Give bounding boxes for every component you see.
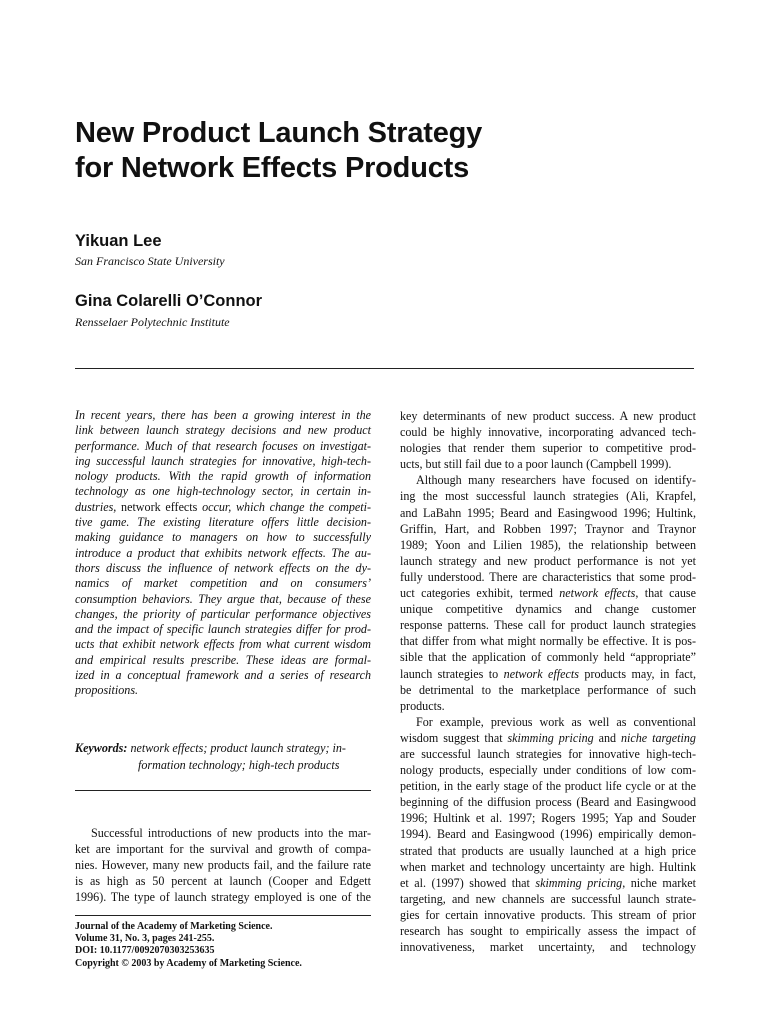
body-line: Successful introductions of new products into the mar- — [91, 826, 371, 840]
abstract-line: changes, the priority of particular performance objectives — [75, 606, 371, 621]
abstract-line: thors discuss the influence of network effects on the dy- — [75, 560, 371, 575]
body-line: key determinants of new product success. A new product — [400, 409, 696, 423]
abstract-line: technology as one high-technology sector, in certain in- — [75, 484, 371, 499]
abstract-line: nology products. With the rapid growth of information — [75, 469, 371, 484]
abstract-line: ucts that exhibit network effects from what current wisdom — [75, 637, 371, 652]
paper-title — [75, 116, 695, 186]
body-line: and LaBahn 1995; Beard and Easingwood 1996; Hultink, — [400, 505, 696, 520]
body-line: sible that the application of commonly held “appropriate” — [400, 650, 696, 665]
header-divider — [75, 368, 694, 369]
body-line: nies. However, many new products fail, and the failure rate — [75, 858, 371, 873]
body-line: nologies that render them superior to competitive prod- — [400, 441, 696, 456]
body-line: petition, in the early stage of the product life cycle or at the — [400, 779, 696, 794]
body-line: innovativeness, market uncertainty, and technology — [400, 940, 696, 955]
author-affiliation-1: San Francisco State University — [75, 254, 225, 268]
body-line: that differ from what might normally be effective. It is pos- — [400, 634, 696, 649]
body-line: 1996; Hultink et al. 1997; Rogers 1995; Yap and Souder — [400, 811, 696, 826]
body-line: fully understood. There are characteristics that some prod- — [400, 569, 696, 584]
body-line: et al. (1997) showed that skimming pricing, niche market — [400, 875, 697, 890]
journal-footnote — [75, 921, 371, 970]
keywords-label: Keywords: — [75, 741, 128, 755]
body-line: 1989; Yoon and Lilien 1985), the relationship between — [400, 537, 696, 552]
author-affiliation-2: Rensselaer Polytechnic Institute — [75, 315, 230, 329]
body-line: launch strategy and new product performance is not yet — [400, 553, 696, 568]
title-line-2: for Network Effects Products — [75, 152, 470, 184]
body-line: nology products, especially under conditions of low com- — [400, 763, 696, 778]
abstract-line: and the impact of specific launch strategies differ for prod- — [75, 622, 371, 637]
body-line: are successful launch strategies for innovative high-tech- — [400, 746, 696, 761]
keywords-line-2: formation technology; high-tech products — [138, 757, 340, 772]
abstract-line: In recent years, there has been a growing interest in the — [75, 408, 371, 422]
body-line: response patterns. These call for product launch strategies — [400, 618, 696, 633]
footnote-line-4: Copyright © 2003 by Academy of Marketing Science. — [75, 957, 302, 969]
abstract-line: making guidance to managers on how to successfully — [75, 530, 371, 545]
body-line: Although many researchers have focused on identify- — [416, 473, 696, 488]
abstract-line: dustries, network effects occur, which change the competi- — [75, 499, 371, 514]
body-line: products. — [400, 698, 445, 713]
body-line: beginning of the diffusion process (Beard and Easingwood — [400, 795, 696, 810]
abstract-line: ing successful launch strategies for innovative, high-tech- — [75, 453, 371, 468]
abstract-divider — [75, 790, 371, 791]
body-line: is as high as 50 percent at launch (Cooper and Edgett — [75, 874, 371, 889]
left-column-body — [75, 825, 371, 905]
title-line-1: New Product Launch Strategy — [75, 117, 483, 149]
abstract-line: consumption behaviors. They argue that, because of these — [75, 591, 371, 606]
keywords — [75, 740, 371, 773]
body-line: when market and technology uncertainty are high. Hultink — [400, 859, 696, 874]
body-line: launch strategies to network effects products may, in fact, — [400, 666, 696, 681]
abstract-line: performance. Much of that research focuses on investigat- — [75, 438, 371, 453]
body-line: targeting, and new channels are successful launch strate- — [400, 891, 696, 906]
footnote-line-3: DOI: 10.1177/0092070303253635 — [75, 945, 215, 957]
body-line: ucts, but still fail due to a poor launch (Campbell 1999). — [400, 457, 672, 472]
body-line: research has sought to empirically assess the impact of — [400, 924, 696, 938]
right-column-body — [400, 408, 696, 955]
body-line: Griffin, Hart, and Robben 1997; Traynor and Traynor — [400, 521, 696, 536]
abstract-line: propositions. — [75, 683, 139, 698]
author-name-2: Gina Colarelli O’Connor — [75, 292, 263, 310]
body-line: 1994). Beard and Easingwood (1996) empirically demon- — [400, 827, 696, 842]
body-line: gies for certain innovative products. This stream of prior — [400, 907, 696, 922]
footnote-line-2: Volume 31, No. 3, pages 241-255. — [75, 933, 215, 945]
abstract — [75, 408, 371, 699]
body-line: be detrimental to the marketplace performance of such — [400, 682, 696, 697]
abstract-line: link between launch strategy decisions and new product — [75, 423, 371, 438]
abstract-line: ized in a conceptual framework and a series of research — [75, 668, 371, 683]
abstract-line: and empirical results prescribe. These ideas are formal- — [75, 652, 371, 667]
body-line: uct categories exhibit, termed network effects, that cause — [400, 586, 696, 601]
abstract-line: namics of market competition and on consumers’ — [75, 576, 371, 591]
body-line: could be highly innovative, incorporating advanced tech- — [400, 425, 696, 440]
body-line: wisdom suggest that skimming pricing and niche targeting — [400, 730, 696, 745]
abstract-line: tive game. The existing literature offers little decision- — [75, 515, 371, 530]
body-line: For example, previous work as well as conventional — [416, 714, 696, 729]
body-line: 1996). The type of launch strategy employed is one of the — [75, 890, 371, 905]
abstract-line: introduce a product that exhibits network effects. The au- — [75, 545, 371, 560]
author-name-1: Yikuan Lee — [75, 232, 162, 250]
footnote-divider — [75, 915, 371, 916]
body-line: strated that products are usually launched at a high price — [400, 843, 696, 858]
body-line: unique competitive dynamics and change customer — [400, 602, 696, 617]
footnote-line-1: Journal of the Academy of Marketing Science. — [75, 921, 273, 932]
keywords-line-1: network effects; product launch strategy; in- — [130, 741, 346, 755]
body-line: ket are important for the survival and growth of compa- — [75, 842, 371, 857]
body-line: ing the most successful launch strategies (Ali, Krapfel, — [400, 489, 696, 504]
